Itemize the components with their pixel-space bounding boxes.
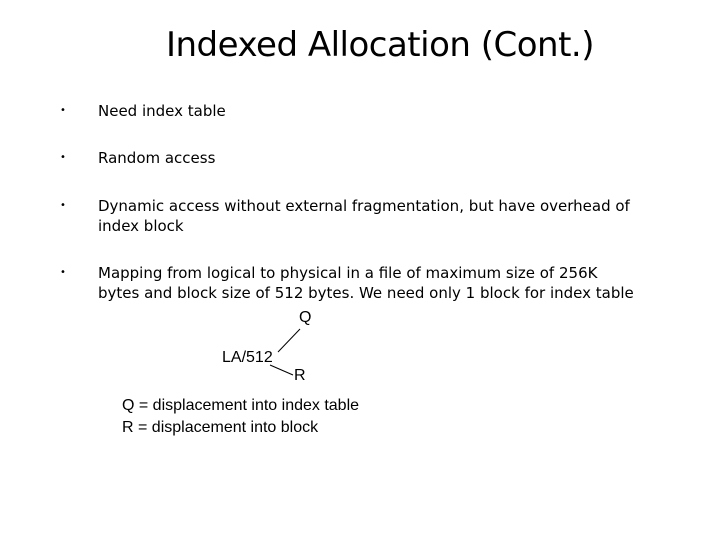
quotient-label: Q [299,309,312,326]
bullet-text: Dynamic access without external fragmentation, but have overhead of index block [98,197,630,235]
bullet-text: Random access [98,149,216,167]
dividend-label: LA/512 [222,349,273,366]
bullet-text: Mapping from logical to physical in a file of maximum size of 256K bytes and block size of 512 bytes. We need only 1 block for index table [98,264,634,302]
remainder-label: R [294,367,306,384]
quotient-definition: Q = displacement into index table [122,397,360,414]
quotient-connector-line [278,329,300,352]
bullet-marker: • [60,267,66,278]
bullet-marker: • [60,152,66,163]
slide-title: Indexed Allocation (Cont.) [165,25,595,65]
bullet-text: Need index table [98,102,226,120]
remainder-connector-line [270,365,293,375]
bullet-marker: • [60,105,66,116]
bullet-marker: • [60,200,66,211]
remainder-definition: R = displacement into block [122,419,319,436]
